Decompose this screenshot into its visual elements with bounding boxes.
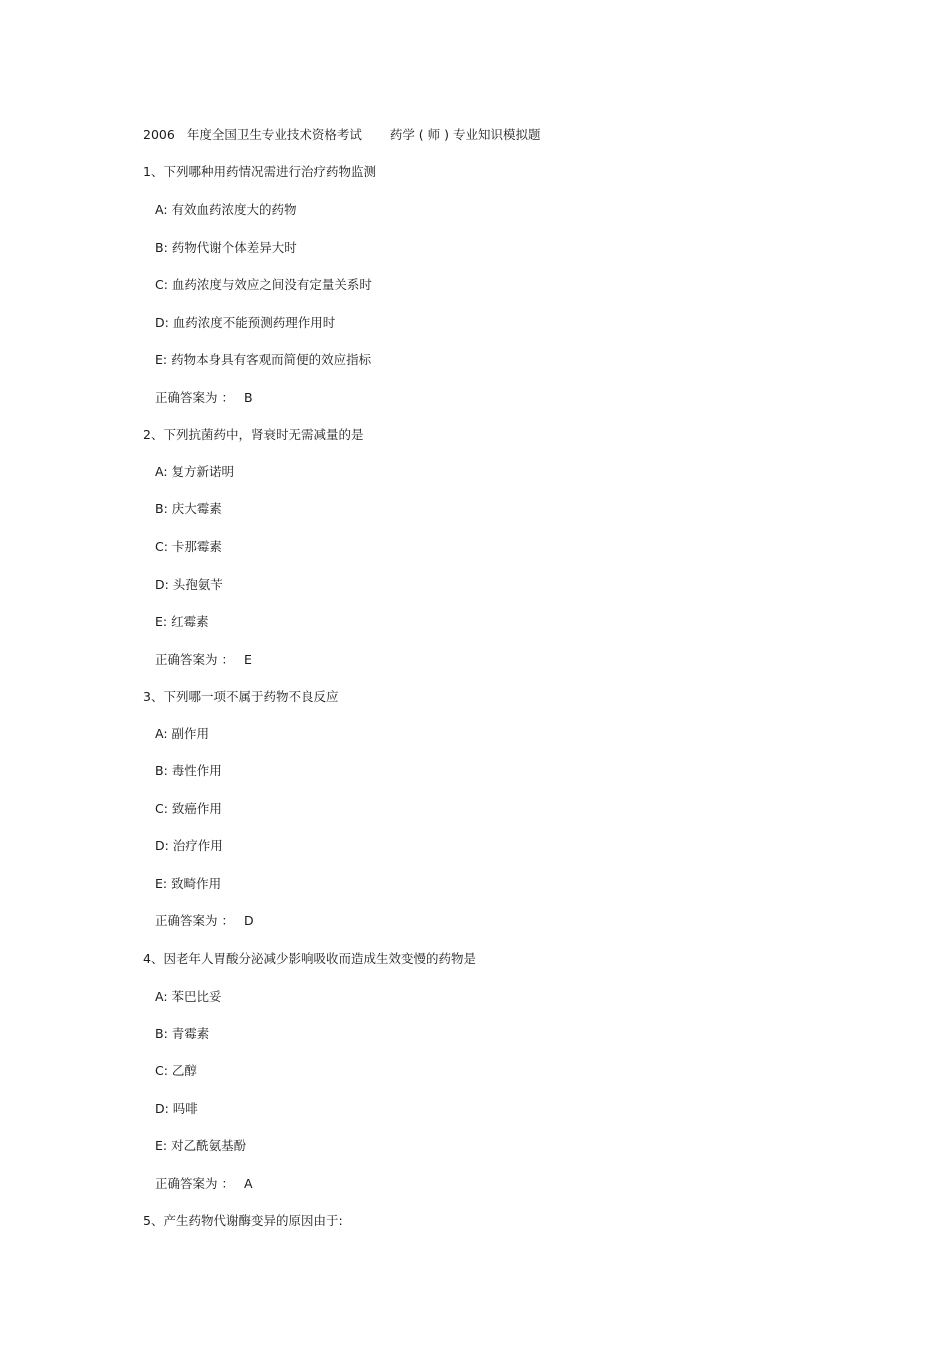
option-b: B: 庆大霉素 xyxy=(155,501,222,516)
title-year: 2006 xyxy=(143,127,175,142)
answer-value: E xyxy=(243,652,252,667)
option-a: A: 副作用 xyxy=(155,726,210,741)
question-stem: 5、产生药物代谢酶变异的原因由于: xyxy=(143,1213,343,1228)
correct-answer xyxy=(155,390,253,406)
question-stem: 1、下列哪种用药情况需进行治疗药物监测 xyxy=(143,164,376,179)
option-b: B: 药物代谢个体差异大时 xyxy=(155,240,297,255)
option-d: D: 吗啡 xyxy=(155,1101,198,1116)
correct-answer xyxy=(155,652,252,668)
option-d: D: 头孢氨苄 xyxy=(155,577,223,592)
answer-label: 正确答案为 ： xyxy=(155,1176,234,1191)
correct-answer xyxy=(155,1176,253,1192)
question-stem: 4、因老年人胃酸分泌减少影响吸收而造成生效变慢的药物是 xyxy=(143,951,476,966)
option-b: B: 毒性作用 xyxy=(155,763,222,778)
answer-value: D xyxy=(243,913,254,928)
option-c: C: 乙醇 xyxy=(155,1063,197,1078)
title-exam: 年度全国卫生专业技术资格考试 xyxy=(186,127,362,142)
document-title xyxy=(143,127,540,143)
correct-answer xyxy=(155,913,254,929)
question-stem: 3、下列哪一项不属于药物不良反应 xyxy=(143,689,339,704)
option-c: C: 卡那霉素 xyxy=(155,539,222,554)
option-a: A: 苯巴比妥 xyxy=(155,989,222,1004)
option-c: C: 血药浓度与效应之间没有定量关系时 xyxy=(155,277,372,292)
option-e: E: 红霉素 xyxy=(155,614,209,629)
option-a: A: 有效血药浓度大的药物 xyxy=(155,202,297,217)
option-b: B: 青霉素 xyxy=(155,1026,210,1041)
option-a: A: 复方新诺明 xyxy=(155,464,235,479)
option-e: E: 对乙酰氨基酚 xyxy=(155,1138,247,1153)
option-e: E: 药物本身具有客观而简便的效应指标 xyxy=(155,352,372,367)
title-subject: 药学 ( 师 ) 专业知识模拟题 xyxy=(389,127,541,142)
option-d: D: 治疗作用 xyxy=(155,838,223,853)
answer-label: 正确答案为 ： xyxy=(155,913,234,928)
answer-label: 正确答案为 ： xyxy=(155,652,234,667)
question-stem: 2、下列抗菌药中，肾衰时无需减量的是 xyxy=(143,427,364,442)
option-c: C: 致癌作用 xyxy=(155,801,222,816)
answer-value: A xyxy=(243,1176,253,1191)
answer-label: 正确答案为 ： xyxy=(155,390,234,405)
option-e: E: 致畸作用 xyxy=(155,876,222,891)
option-d: D: 血药浓度不能预测药理作用时 xyxy=(155,315,336,330)
answer-value: B xyxy=(243,390,253,405)
